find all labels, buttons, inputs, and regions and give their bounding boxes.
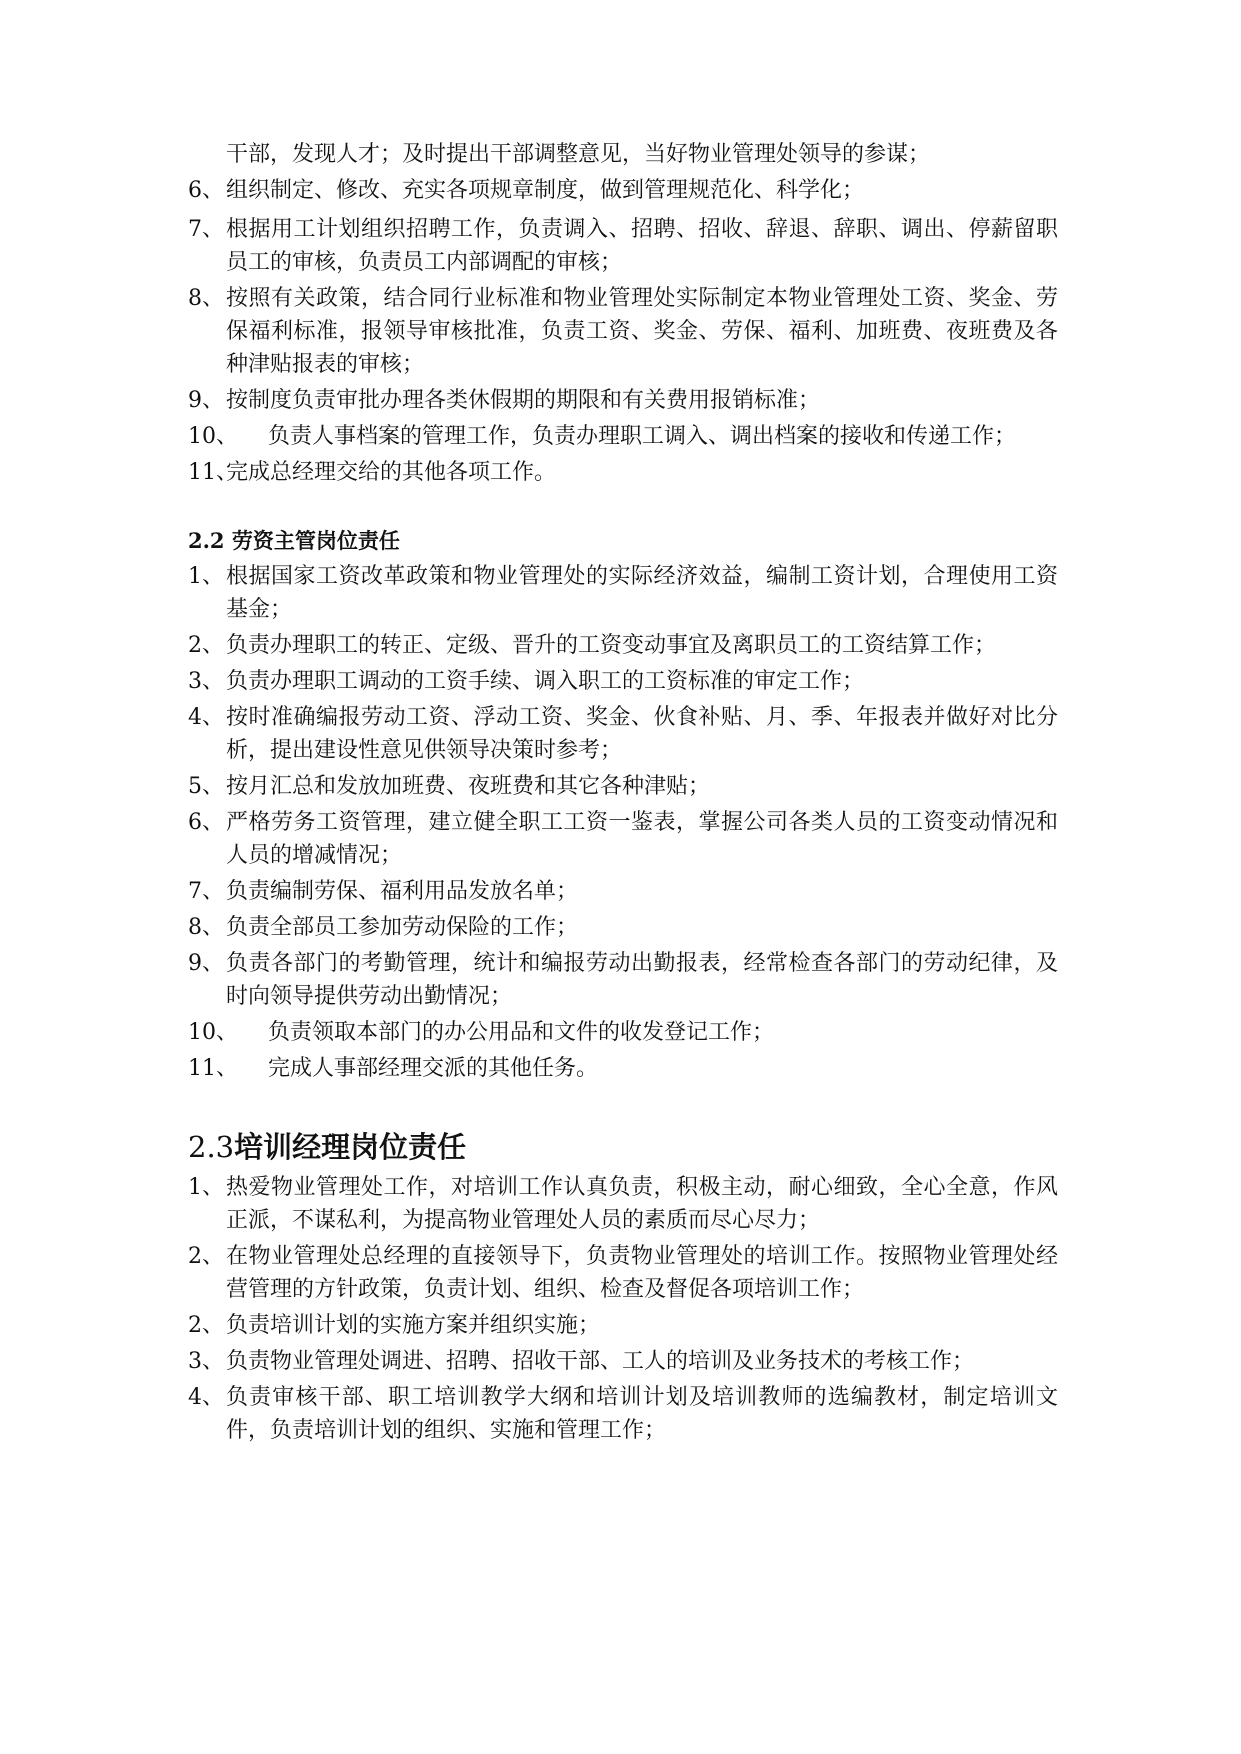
list-item — [188, 384, 1058, 417]
item-number: 5、 — [188, 774, 224, 799]
item-text: 负责各部门的考勤管理，统计和编报劳动出勤报表，经常检查各部门的劳动纪律，及时向领导提供劳动出勤情况； — [226, 951, 1058, 1009]
section-number: 2.2 — [188, 528, 225, 553]
list-item — [188, 1345, 1058, 1378]
list-item — [188, 1309, 1058, 1342]
item-number: 4、 — [188, 705, 224, 730]
item-text: 负责物业管理处调进、招聘、招收干部、工人的培训及业务技术的考核工作； — [226, 1349, 975, 1374]
item-text: 负责培训计划的实施方案并组织实施； — [226, 1313, 601, 1338]
item-number: 7、 — [188, 217, 224, 242]
list-item — [188, 806, 1058, 872]
item-number: 1、 — [188, 564, 224, 589]
list-item — [188, 911, 1058, 944]
item-text: 负责审核干部、职工培训教学大纲和培训计划及培训教师的选编教材，制定培训文件，负责培训计划的组织、实施和管理工作； — [226, 1385, 1058, 1443]
list-item — [188, 665, 1058, 698]
list-item — [188, 1171, 1058, 1237]
section-heading-2-3 — [188, 1127, 1058, 1167]
list-item — [188, 701, 1058, 767]
list-item — [188, 1381, 1058, 1447]
item-text: 按月汇总和发放加班费、夜班费和其它各种津贴； — [226, 774, 711, 799]
item-number: 9、 — [188, 951, 224, 976]
item-text: 根据用工计划组织招聘工作，负责调入、招聘、招收、辞退、辞职、调出、停薪留职员工的审核，负责员工内部调配的审核； — [226, 217, 1058, 275]
item-number: 8、 — [188, 286, 224, 311]
section-2-2-list — [188, 560, 1058, 1085]
section-2-3-list — [188, 1171, 1058, 1447]
item-text: 根据国家工资改革政策和物业管理处的实际经济效益，编制工资计划，合理使用工资基金； — [226, 564, 1058, 622]
item-number: 8、 — [188, 915, 224, 940]
list-item — [188, 213, 1058, 279]
list-item — [188, 629, 1058, 662]
item-text: 负责编制劳保、福利用品发放名单； — [226, 879, 579, 904]
item-number: 2、 — [188, 633, 224, 658]
section-title: 劳资主管岗位责任 — [231, 528, 400, 553]
item-text: 热爱物业管理处工作，对培训工作认真负责，积极主动，耐心细致，全心全意，作风正派，不谋私利，为提高物业管理处人员的素质而尽心尽力； — [226, 1175, 1058, 1233]
item-number: 6、 — [188, 178, 224, 203]
section-number: 2.3 — [188, 1130, 235, 1164]
item-number: 7、 — [188, 879, 224, 904]
list-item — [188, 560, 1058, 626]
item-number: 1、 — [188, 1175, 224, 1200]
section-heading-2-2 — [188, 526, 1058, 556]
item-text: 在物业管理处总经理的直接领导下，负责物业管理处的培训工作。按照物业管理处经营管理的方针政策，负责计划、组织、检查及督促各项培训工作； — [226, 1244, 1058, 1302]
item-text: 完成人事部经理交派的其他任务。 — [268, 1056, 599, 1081]
section-title: 培训经理岗位责任 — [234, 1130, 467, 1164]
list-item — [188, 420, 1058, 453]
item-text: 负责办理职工的转正、定级、晋升的工资变动事宜及离职员工的工资结算工作； — [226, 633, 997, 658]
list-item — [188, 174, 1058, 207]
item-number: 10、 — [188, 424, 238, 449]
item-text: 按时准确编报劳动工资、浮动工资、奖金、伙食补贴、月、季、年报表并做好对比分析，提出建设性意见供领导决策时参考； — [226, 705, 1058, 763]
list-item — [188, 138, 1058, 171]
item-text: 干部，发现人才；及时提出干部调整意见，当好物业管理处领导的参谋； — [226, 142, 931, 167]
list-item — [188, 770, 1058, 803]
item-text: 按制度负责审批办理各类休假期的期限和有关费用报销标准； — [226, 388, 821, 413]
item-number: 4、 — [188, 1385, 224, 1410]
item-text: 负责全部员工参加劳动保险的工作； — [226, 915, 579, 940]
item-text: 负责领取本部门的办公用品和文件的收发登记工作； — [268, 1020, 775, 1045]
item-text: 严格劳务工资管理，建立健全职工工资一鉴表，掌握公司各类人员的工资变动情况和人员的增减情况； — [226, 810, 1058, 868]
item-number: 3、 — [188, 1349, 224, 1374]
list-item — [188, 875, 1058, 908]
list-item — [188, 1240, 1058, 1306]
list-item — [188, 282, 1058, 381]
item-text: 负责办理职工调动的工资手续、调入职工的工资标准的审定工作； — [226, 669, 865, 694]
item-number: 2、 — [188, 1244, 224, 1269]
list-item — [188, 947, 1058, 1013]
list-item — [188, 456, 1058, 489]
item-number: 6、 — [188, 810, 224, 835]
list-item — [188, 1052, 1058, 1085]
item-number: 9、 — [188, 388, 224, 413]
item-text: 按照有关政策，结合同行业标准和物业管理处实际制定本物业管理处工资、奖金、劳保福利标准，报领导审核批准，负责工资、奖金、劳保、福利、加班费、夜班费及各种津贴报表的审核； — [226, 286, 1058, 377]
item-number: 10、 — [188, 1020, 238, 1045]
prev-section-list — [188, 138, 1058, 489]
item-number: 11、 — [188, 460, 238, 485]
item-text: 完成总经理交给的其他各项工作。 — [226, 460, 557, 485]
list-item — [188, 1016, 1058, 1049]
item-number: 2、 — [188, 1313, 224, 1338]
item-text: 负责人事档案的管理工作，负责办理职工调入、调出档案的接收和传递工作； — [268, 424, 1017, 449]
item-text: 组织制定、修改、充实各项规章制度，做到管理规范化、科学化； — [226, 178, 865, 203]
item-number: 3、 — [188, 669, 224, 694]
item-number: 11、 — [188, 1056, 238, 1081]
document-page — [188, 138, 1058, 1447]
